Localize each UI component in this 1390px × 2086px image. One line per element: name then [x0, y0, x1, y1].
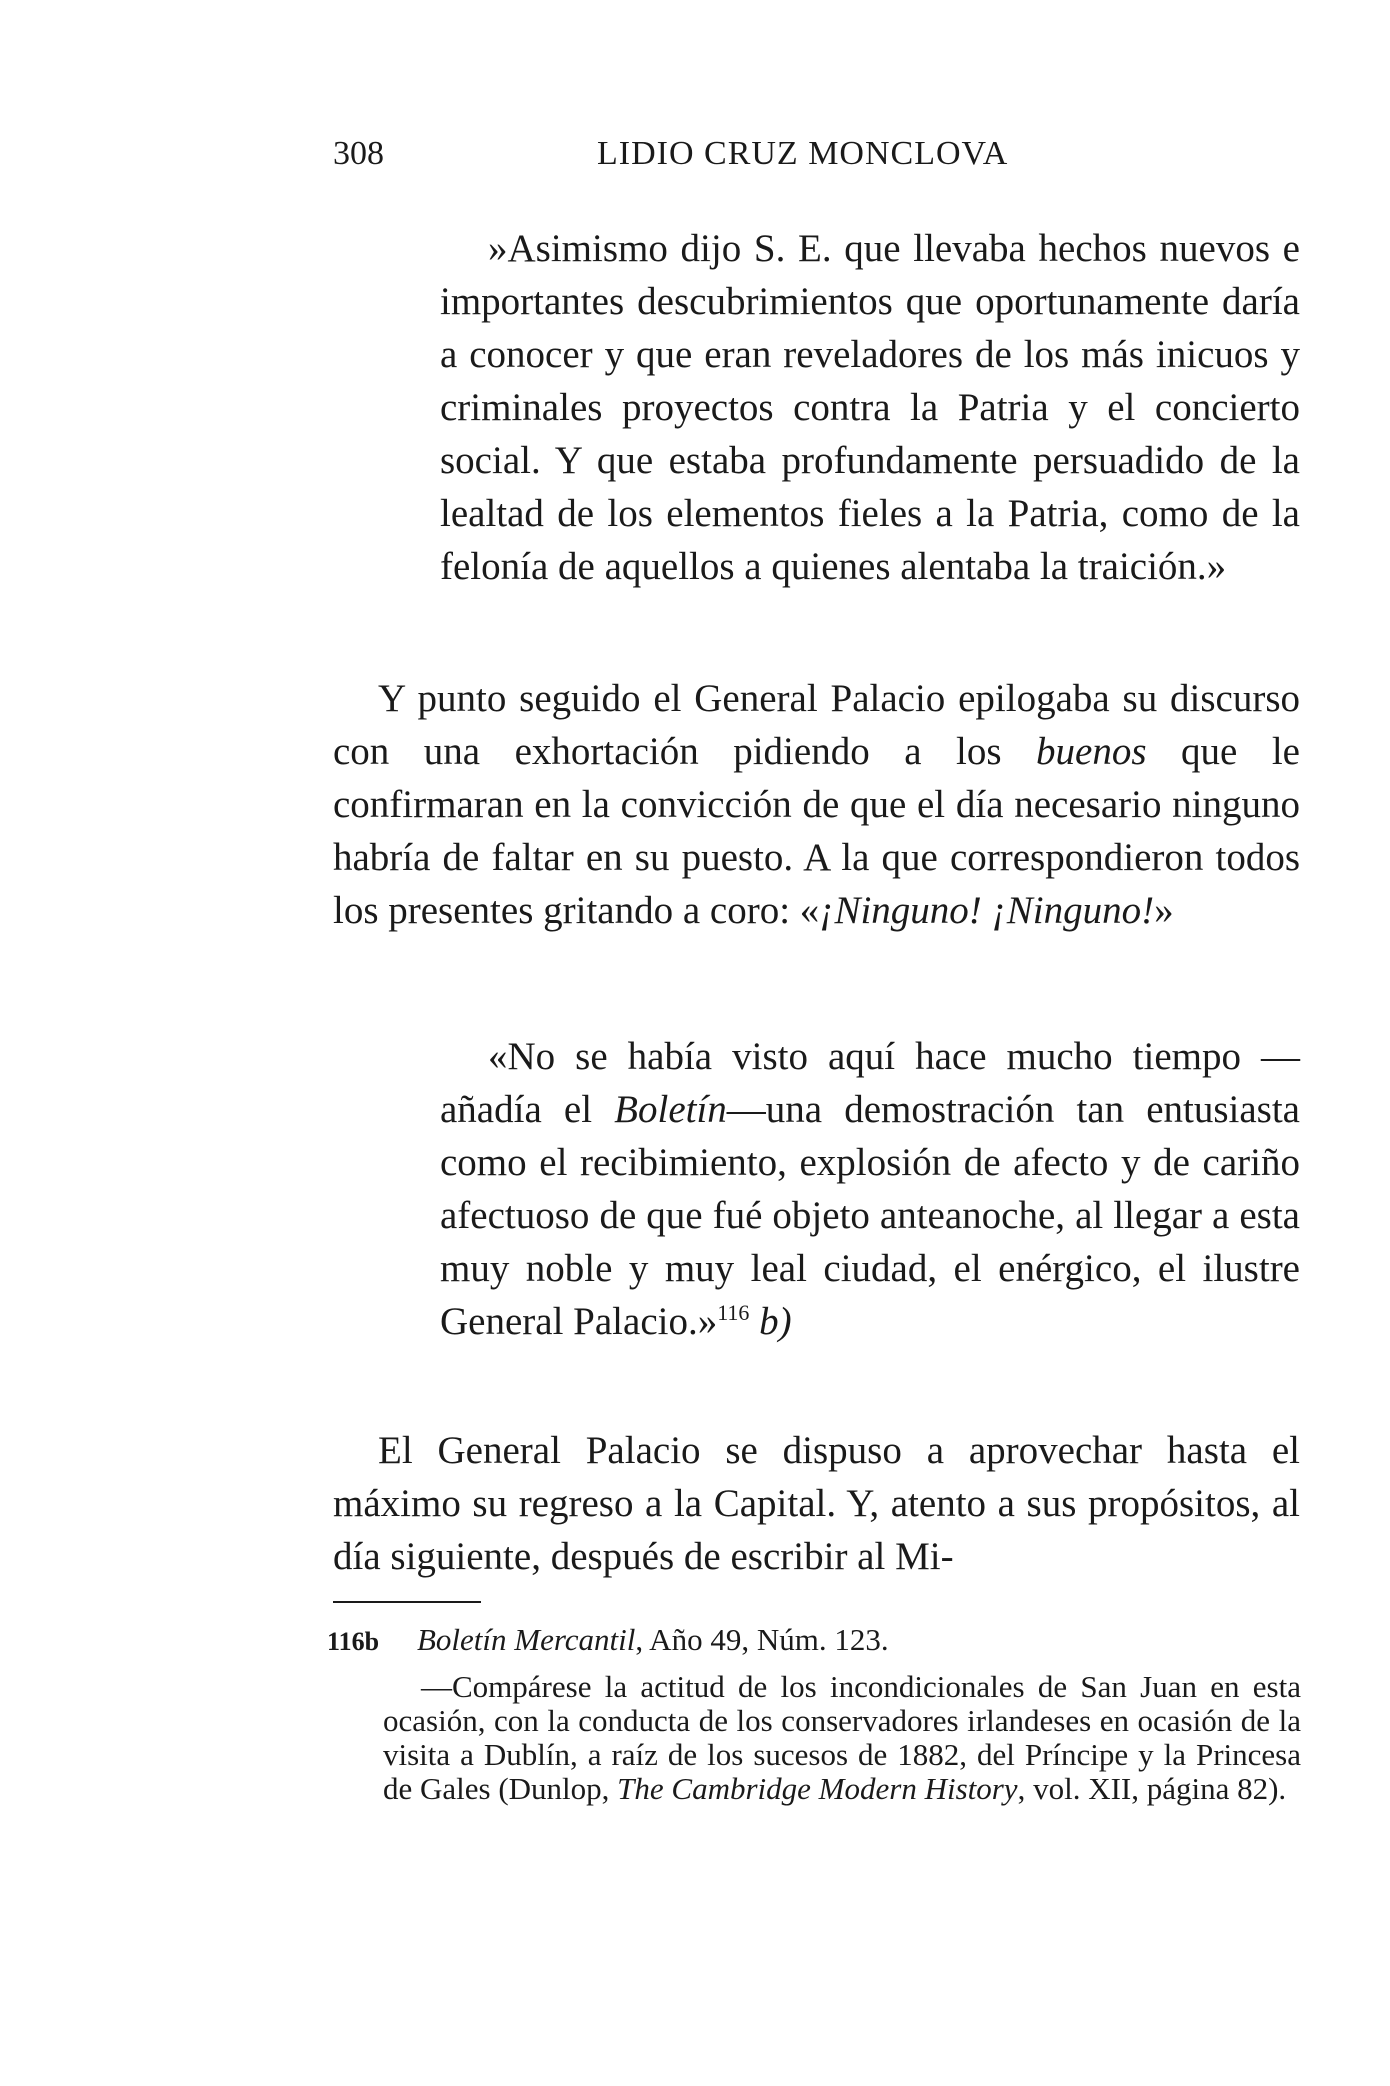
paragraph-1-part-c: » [1154, 889, 1174, 932]
running-head [333, 132, 1298, 176]
footnote-note-title: The Cambridge Modern History [617, 1771, 1018, 1806]
footnote-source-rest: , Año 49, Núm. 123. [635, 1622, 889, 1657]
footnote-note [383, 1670, 1301, 1806]
footnote-source-title: Boletín Mercantil [417, 1622, 636, 1657]
quote-2-part-b: —una demostración tan entusiasta como el recibimiento, explosión de afecto y de cariño afectuoso de que fué objeto anteanoche, al llegar a esta muy noble y muy leal ciudad, el enérgico, el ilustre General Palacio.» [440, 1088, 1300, 1343]
body-paragraph-1-text [333, 672, 1300, 937]
block-quote-1 [440, 222, 1300, 593]
footnote-mark-letter: b) [759, 1300, 792, 1343]
footnote-rule [333, 1601, 481, 1603]
running-title: LIDIO CRUZ MONCLOVA [597, 135, 1009, 172]
body-paragraph-2-text: El General Palacio se dispuso a aprovechar hasta el máximo su regreso a la Capital. Y, atento a sus propósitos, al día siguiente, después de escribir al Mi- [333, 1429, 1300, 1578]
footnote-ref: 116b [327, 1627, 380, 1656]
footnote-note-part-b: , vol. XII, página 82). [1017, 1771, 1287, 1806]
block-quote-2-text [440, 1030, 1300, 1348]
footnote-note-text [383, 1670, 1301, 1806]
page-number: 308 [333, 135, 384, 172]
body-paragraph-2 [333, 1424, 1300, 1583]
emphasis-ninguno: ¡Ninguno! ¡Ninguno! [819, 889, 1155, 932]
paragraph-1-part-a: Y punto seguido el General Palacio epilogaba su discurso con una exhortación pidiendo a los [333, 677, 1300, 773]
body-paragraph-1 [333, 672, 1300, 937]
footnote-source [327, 1620, 1307, 1662]
emphasis-buenos: buenos [1036, 730, 1147, 773]
block-quote-1-text: »Asimismo dijo S. E. que llevaba hechos nuevos e importantes descubrimientos que oportunamente daría a conocer y que eran reveladores de los más inicuos y criminales proyectos contra la Patria y el concierto social. Y que estaba profundamente persuadido de la lealtad de los elementos fieles a la Patria, como de la felonía de aquellos a quienes alentaba la traición.» [440, 227, 1300, 588]
footnote-note-part-a: —Compárese la actitud de los incondicionales de San Juan en esta ocasión, con la conducta de los conservadores irlandeses en ocasión de la visita a Dublín, a raíz de los sucesos de 1882, del Príncipe y la Princesa de Gales (Dunlop, [383, 1669, 1301, 1806]
block-quote-2 [440, 1030, 1300, 1348]
emphasis-boletin: Boletín [614, 1088, 727, 1131]
paragraph-1-part-b: que le confirmaran en la convicción de que el día necesario ninguno habría de faltar en su puesto. A la que correspondieron todos los presentes gritando a coro: « [333, 730, 1300, 932]
footnote-mark: 116 [717, 1300, 750, 1325]
quote-2-part-a: «No se había visto aquí hace mucho tiempo —añadía el [440, 1035, 1300, 1131]
